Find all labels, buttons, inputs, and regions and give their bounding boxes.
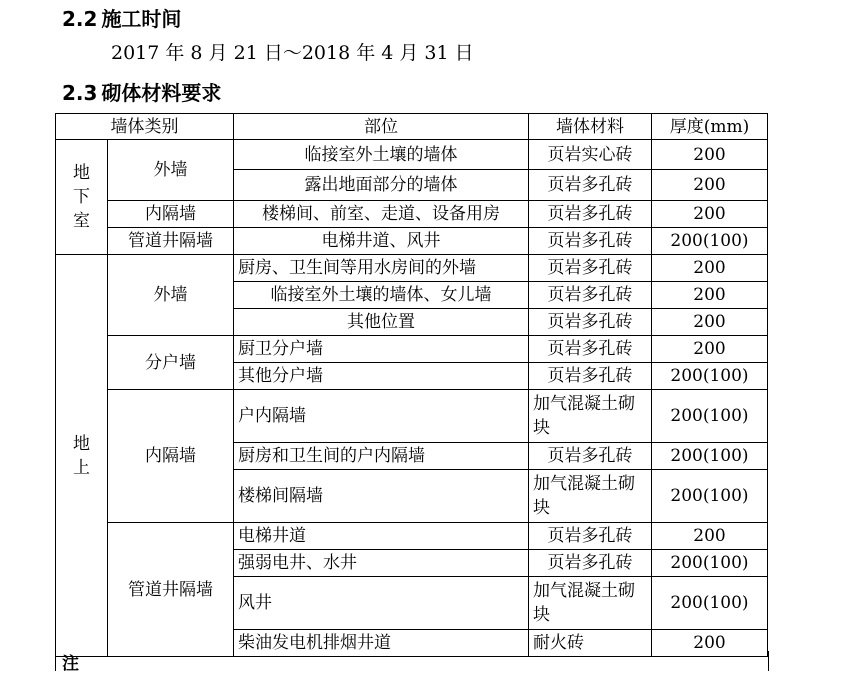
thickness-cell: 200 <box>652 201 768 228</box>
wall-type-cell: 内隔墙 <box>108 201 234 228</box>
thickness-cell: 200 <box>652 630 768 657</box>
table-row <box>56 201 768 228</box>
material-cell: 加气混凝土砌块 <box>529 470 652 523</box>
thickness-cell: 200 <box>652 336 768 363</box>
table-row <box>56 523 768 550</box>
section-heading-2-3 <box>62 80 221 106</box>
thickness-cell: 200(100) <box>652 390 768 443</box>
thickness-cell: 200(100) <box>652 470 768 523</box>
location-cell: 强弱电井、水井 <box>234 550 529 577</box>
wall-type-cell: 分户墙 <box>108 336 234 390</box>
note-box <box>55 651 769 671</box>
location-cell: 楼梯间、前室、走道、设备用房 <box>234 201 529 228</box>
wall-type-cell: 内隔墙 <box>108 390 234 523</box>
thickness-cell: 200(100) <box>652 228 768 255</box>
location-cell: 厨卫分户墙 <box>234 336 529 363</box>
material-cell: 页岩多孔砖 <box>529 201 652 228</box>
section-title: 施工时间 <box>101 7 182 31</box>
header-material: 墙体材料 <box>529 114 652 140</box>
section-heading-2-2 <box>62 6 181 32</box>
material-cell: 页岩多孔砖 <box>529 363 652 390</box>
header-wall-category: 墙体类别 <box>56 114 234 140</box>
thickness-cell: 200(100) <box>652 363 768 390</box>
location-cell: 临接室外土壤的墙体 <box>234 140 529 170</box>
construction-schedule: 2017 年 8 月 21 日～2018 年 4 月 31 日 <box>111 42 474 64</box>
masonry-material-table <box>55 113 768 657</box>
material-cell: 页岩多孔砖 <box>529 170 652 201</box>
header-thickness: 厚度(mm) <box>652 114 768 140</box>
thickness-cell: 200 <box>652 255 768 282</box>
wall-type-cell: 外墙 <box>108 140 234 201</box>
wall-type-cell: 管道井隔墙 <box>108 228 234 255</box>
location-cell: 其他分户墙 <box>234 363 529 390</box>
thickness-cell: 200(100) <box>652 550 768 577</box>
group-aboveground: 地上 <box>56 255 108 657</box>
location-cell: 柴油发电机排烟井道 <box>234 630 529 657</box>
location-cell: 电梯井道、风井 <box>234 228 529 255</box>
table-row <box>56 336 768 363</box>
material-cell: 页岩多孔砖 <box>529 336 652 363</box>
table-header-row <box>56 114 768 140</box>
wall-type-cell: 管道井隔墙 <box>108 523 234 657</box>
note-label: 注 <box>62 654 79 674</box>
location-cell: 露出地面部分的墙体 <box>234 170 529 201</box>
table-row <box>56 255 768 282</box>
thickness-cell: 200(100) <box>652 577 768 630</box>
table-row <box>56 140 768 170</box>
location-cell: 电梯井道 <box>234 523 529 550</box>
thickness-cell: 200 <box>652 140 768 170</box>
table-row <box>56 390 768 443</box>
section-number: 2.3 <box>62 81 98 105</box>
location-cell: 户内隔墙 <box>234 390 529 443</box>
group-underground: 地下室 <box>56 140 108 255</box>
thickness-cell: 200(100) <box>652 443 768 470</box>
location-cell: 厨房、卫生间等用水房间的外墙 <box>234 255 529 282</box>
material-cell: 耐火砖 <box>529 630 652 657</box>
material-cell: 页岩多孔砖 <box>529 282 652 309</box>
material-cell: 页岩多孔砖 <box>529 309 652 336</box>
location-cell: 风井 <box>234 577 529 630</box>
location-cell: 临接室外土壤的墙体、女儿墙 <box>234 282 529 309</box>
material-cell: 页岩多孔砖 <box>529 255 652 282</box>
material-cell: 加气混凝土砌块 <box>529 390 652 443</box>
material-cell: 页岩实心砖 <box>529 140 652 170</box>
table-row <box>56 228 768 255</box>
material-cell: 页岩多孔砖 <box>529 228 652 255</box>
material-cell: 加气混凝土砌块 <box>529 577 652 630</box>
material-cell: 页岩多孔砖 <box>529 550 652 577</box>
thickness-cell: 200 <box>652 309 768 336</box>
location-cell: 厨房和卫生间的户内隔墙 <box>234 443 529 470</box>
location-cell: 楼梯间隔墙 <box>234 470 529 523</box>
wall-type-cell: 外墙 <box>108 255 234 336</box>
thickness-cell: 200 <box>652 523 768 550</box>
material-cell: 页岩多孔砖 <box>529 523 652 550</box>
location-cell: 其他位置 <box>234 309 529 336</box>
section-number: 2.2 <box>62 7 98 31</box>
header-location: 部位 <box>234 114 529 140</box>
thickness-cell: 200 <box>652 282 768 309</box>
material-cell: 页岩多孔砖 <box>529 443 652 470</box>
section-title: 砌体材料要求 <box>101 81 222 105</box>
thickness-cell: 200 <box>652 170 768 201</box>
